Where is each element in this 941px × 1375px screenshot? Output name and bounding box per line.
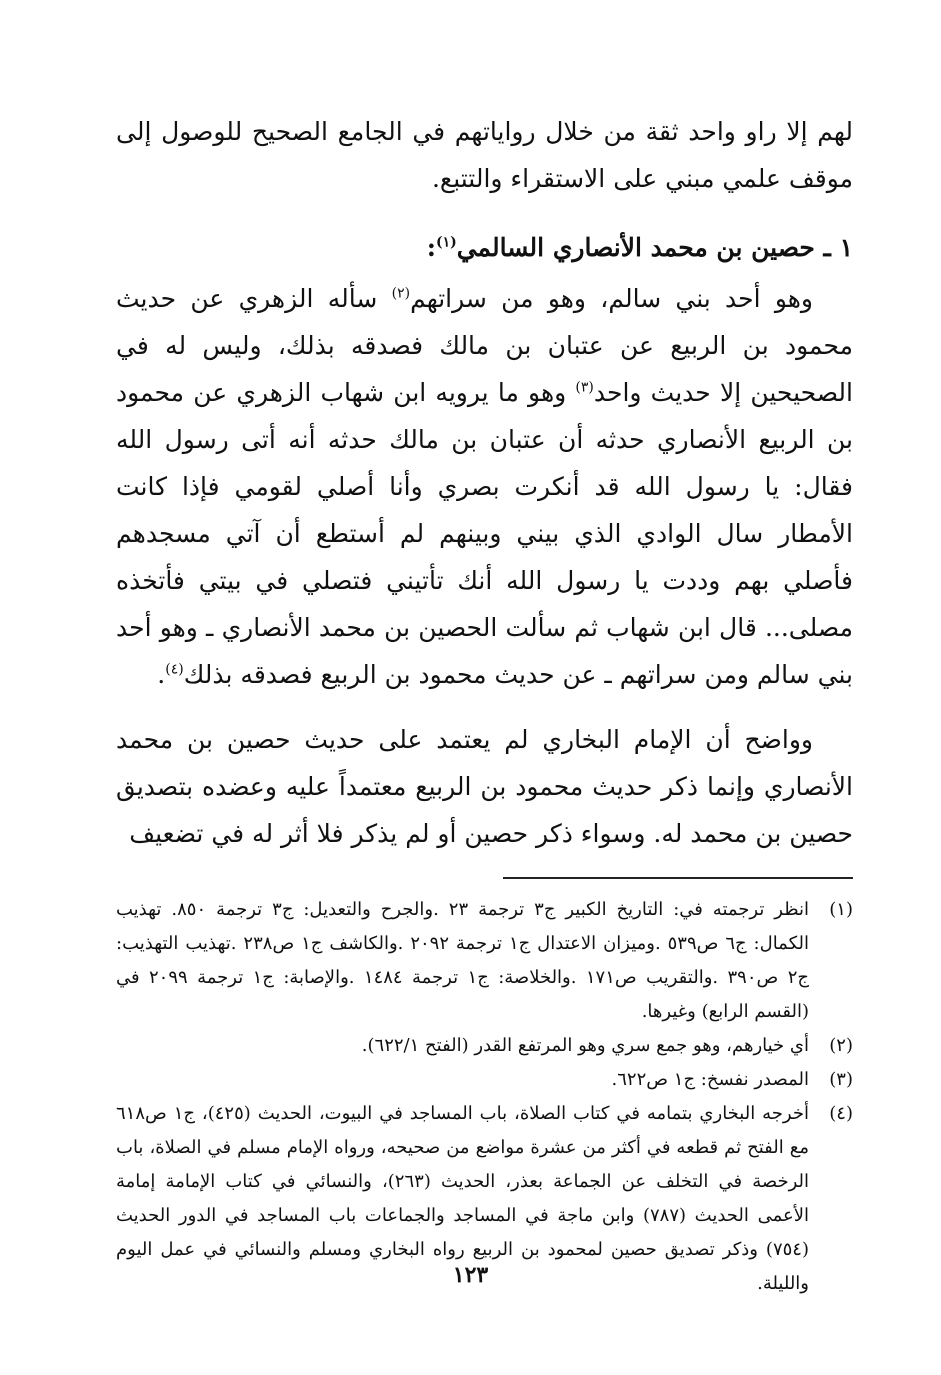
footnote-number: (٢) xyxy=(829,1035,853,1056)
paragraph-1-part-d: . xyxy=(157,660,166,689)
footnotes xyxy=(116,893,853,1301)
heading-text: ١ ـ حصين بن محمد الأنصاري السالمي xyxy=(456,233,853,262)
footnote-text: أخرجه البخاري بتمامه في كتاب الصلاة، باب المساجد في البيوت، الحديث (٤٢٥)، ج١ ص٦١٨ مع الفتح ثم قطعه في أكثر من عشرة مواضع من صحيحه، ورواه الإمام مسلم في الصلاة، باب الرخصة في التخلف عن الجماعة بعذر، الحديث (٢٦٣)، والنسائي في كتاب الإمامة إمامة الأعمى الحديث (٧٨٧) وابن ماجة في المساجد والجماعات باب المساجد في الدور الحديث (٧٥٤) وذكر تصديق حصين لمحمود بن الربيع رواه البخاري ومسلم والنسائي في عمل اليوم والليلة. xyxy=(116,1103,809,1294)
section-heading xyxy=(116,224,853,271)
paragraph-2: وواضح أن الإمام البخاري لم يعتمد على حديث حصين بن محمد الأنصاري وإنما ذكر حديث محمود بن الربيع معتمداً عليه وعضده بتصديق حصين بن محمد له. وسواء ذكر حصين أو لم يذكر فلا أثر له في تضعيف xyxy=(116,725,853,848)
intro-paragraph: لهم إلا راو واحد ثقة من خلال رواياتهم في الجامع الصحيح للوصول إلى موقف علمي مبني على الاستقراء والتتبع. xyxy=(116,117,853,193)
footnote-ref-4: (٤) xyxy=(165,661,184,678)
footnote-text: أي خيارهم، وهو جمع سري وهو المرتفع القدر (الفتح ٦٢٢/١). xyxy=(361,1035,809,1056)
footnote-item xyxy=(116,893,853,1029)
footnote-item xyxy=(116,1063,853,1097)
footnote-ref-2: (٢) xyxy=(391,285,411,302)
footnote-divider xyxy=(503,877,853,879)
footnote-number: (١) xyxy=(829,899,853,920)
paragraph-1 xyxy=(116,275,853,698)
heading-colon: : xyxy=(426,233,436,262)
main-text xyxy=(116,108,853,857)
book-page xyxy=(116,108,853,1335)
paragraph-1-part-b: سأله الزهري عن حديث محمود بن الربيع عن عتبان بن مالك فصدقه بذلك، وليس له في الصحيحين إلا حديث واحد xyxy=(116,284,853,407)
page-number: ١٢٣ xyxy=(452,1262,489,1288)
paragraph-1-part-c: وهو ما يرويه ابن شهاب الزهري عن محمود بن الربيع الأنصاري حدثه أن عتبان بن مالك حدثه أنه أتى رسول الله فقال: يا رسول الله قد أنكرت بصري وأنا أصلي لقومي فإذا كانت الأمطار سال الوادي الذي بيني وبينهم لم أستطع أن آتي مسجدهم فأصلي بهم وددت يا رسول الله أنك تأتيني فتصلي في بيتي فأتخذه مصلى... قال ابن شهاب ثم سألت الحصين بن محمد الأنصاري ـ وهو أحد بني سالم ومن سراتهم ـ عن حديث محمود بن الربيع فصدقه بذلك xyxy=(116,378,853,689)
paragraph-1-part-a: وهو أحد بني سالم، وهو من سراتهم xyxy=(410,284,813,313)
footnote-text: المصدر نفسخ: ج١ ص٦٢٢. xyxy=(611,1069,809,1090)
footnote-number: (٤) xyxy=(829,1103,853,1124)
footnote-item xyxy=(116,1029,853,1063)
footnote-ref-1: (١) xyxy=(435,234,457,251)
footnote-number: (٣) xyxy=(829,1069,853,1090)
footnote-text: انظر ترجمته في: التاريخ الكبير ج٣ ترجمة ٢٣ .والجرح والتعديل: ج٣ ترجمة ٨٥٠. تهذيب الكمال: ج٦ ص٥٣٩ .وميزان الاعتدال ج١ ترجمة ٢٠٩٢ .والكاشف ج١ ص٢٣٨ .تهذيب التهذيب: ج٢ ص٣٩٠ .والتقريب ص١٧١ .والخلاصة: ج١ ترجمة ١٤٨٤ .والإصابة: ج١ ترجمة ٢٠٩٩ في (القسم الرابع) وغيرها. xyxy=(116,899,810,1022)
footnote-ref-3: (٣) xyxy=(575,379,594,396)
